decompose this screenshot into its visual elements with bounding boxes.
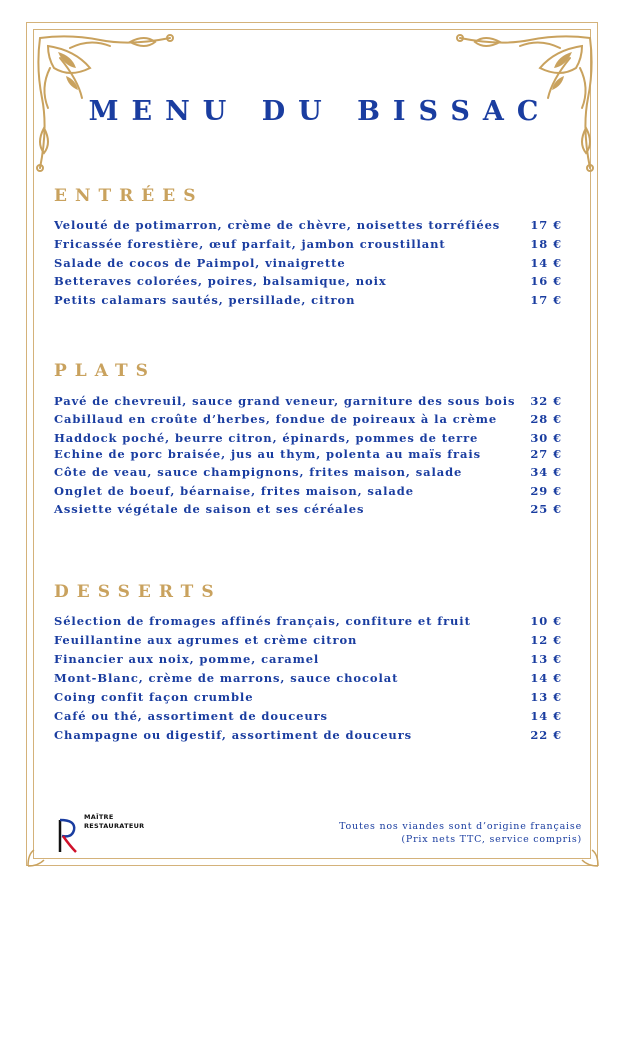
footer-line-prices: (Prix nets TTC, service compris) [401,834,582,845]
item-price: 13 € [530,652,562,666]
menu-item [54,465,562,483]
section-title-desserts: DESSERTS [54,582,222,602]
menu-item [54,412,562,430]
item-price: 14 € [530,709,562,723]
menu-item [54,447,562,465]
item-price: 22 € [530,728,562,742]
menu-item [54,690,562,708]
maitre-restaurateur-logo-icon [54,816,84,856]
item-price: 17 € [530,293,562,307]
item-price: 27 € [530,447,562,461]
menu-item [54,218,562,236]
item-name: Coing confit façon crumble [54,690,254,704]
menu-item [54,671,562,689]
item-name: Haddock poché, beurre citron, épinards, pommes de terre [54,431,479,445]
item-name: Mont-Blanc, crème de marrons, sauce chocolat [54,671,399,685]
item-name: Côte de veau, sauce champignons, frites maison, salade [54,465,463,479]
item-price: 25 € [530,502,562,516]
item-name: Petits calamars sautés, persillade, citron [54,293,356,307]
item-name: Café ou thé, assortiment de douceurs [54,709,328,723]
item-name: Assiette végétale de saison et ses céréales [54,502,365,516]
item-name: Champagne ou digestif, assortiment de douceurs [54,728,413,742]
menu-item [54,633,562,651]
item-name: Salade de cocos de Paimpol, vinaigrette [54,256,346,270]
item-name: Fricassée forestière, œuf parfait, jambon croustillant [54,237,446,251]
item-price: 28 € [530,412,562,426]
item-name: Cabillaud en croûte d’herbes, fondue de poireaux à la crème [54,412,498,426]
menu-item [54,394,562,412]
item-price: 14 € [530,256,562,270]
item-name: Echine de porc braisée, jus au thym, polenta au maïs frais [54,447,482,461]
item-price: 30 € [530,431,562,445]
item-price: 13 € [530,690,562,704]
menu-title: MENU DU BISSAC [88,96,552,127]
menu-item [54,502,562,520]
item-price: 29 € [530,484,562,498]
ornament-bottom-right-icon [578,846,602,870]
item-name: Sélection de fromages affinés français, confiture et fruit [54,614,471,628]
section-title-entrees: ENTRÉES [54,186,204,206]
item-price: 10 € [530,614,562,628]
logo-text [84,813,144,831]
footer-note [339,820,582,846]
menu-item [54,652,562,670]
menu-item [54,274,562,292]
menu-item [54,293,562,311]
item-price: 14 € [530,671,562,685]
footer-line-origin: Toutes nos viandes sont d’origine française [339,821,582,832]
item-name: Financier aux noix, pomme, caramel [54,652,320,666]
item-price: 18 € [530,237,562,251]
logo-line-1: MAÎTRE [84,813,114,821]
menu-item [54,256,562,274]
menu-item [54,237,562,255]
menu-item [54,614,562,632]
item-price: 32 € [530,394,562,408]
item-name: Pavé de chevreuil, sauce grand veneur, garniture des sous bois [54,394,516,408]
ornament-bottom-left-icon [24,846,48,870]
item-name: Onglet de boeuf, béarnaise, frites maison, salade [54,484,414,498]
item-price: 16 € [530,274,562,288]
item-name: Feuillantine aux agrumes et crème citron [54,633,358,647]
section-title-plats: PLATS [54,361,156,381]
item-price: 17 € [530,218,562,232]
item-name: Betteraves colorées, poires, balsamique, noix [54,274,387,288]
menu-item [54,728,562,746]
item-price: 34 € [530,465,562,479]
menu-item [54,709,562,727]
menu-item [54,484,562,502]
item-name: Velouté de potimarron, crème de chèvre, noisettes torréfiées [54,218,501,232]
logo-line-2: RESTAURATEUR [84,822,145,830]
item-price: 12 € [530,633,562,647]
